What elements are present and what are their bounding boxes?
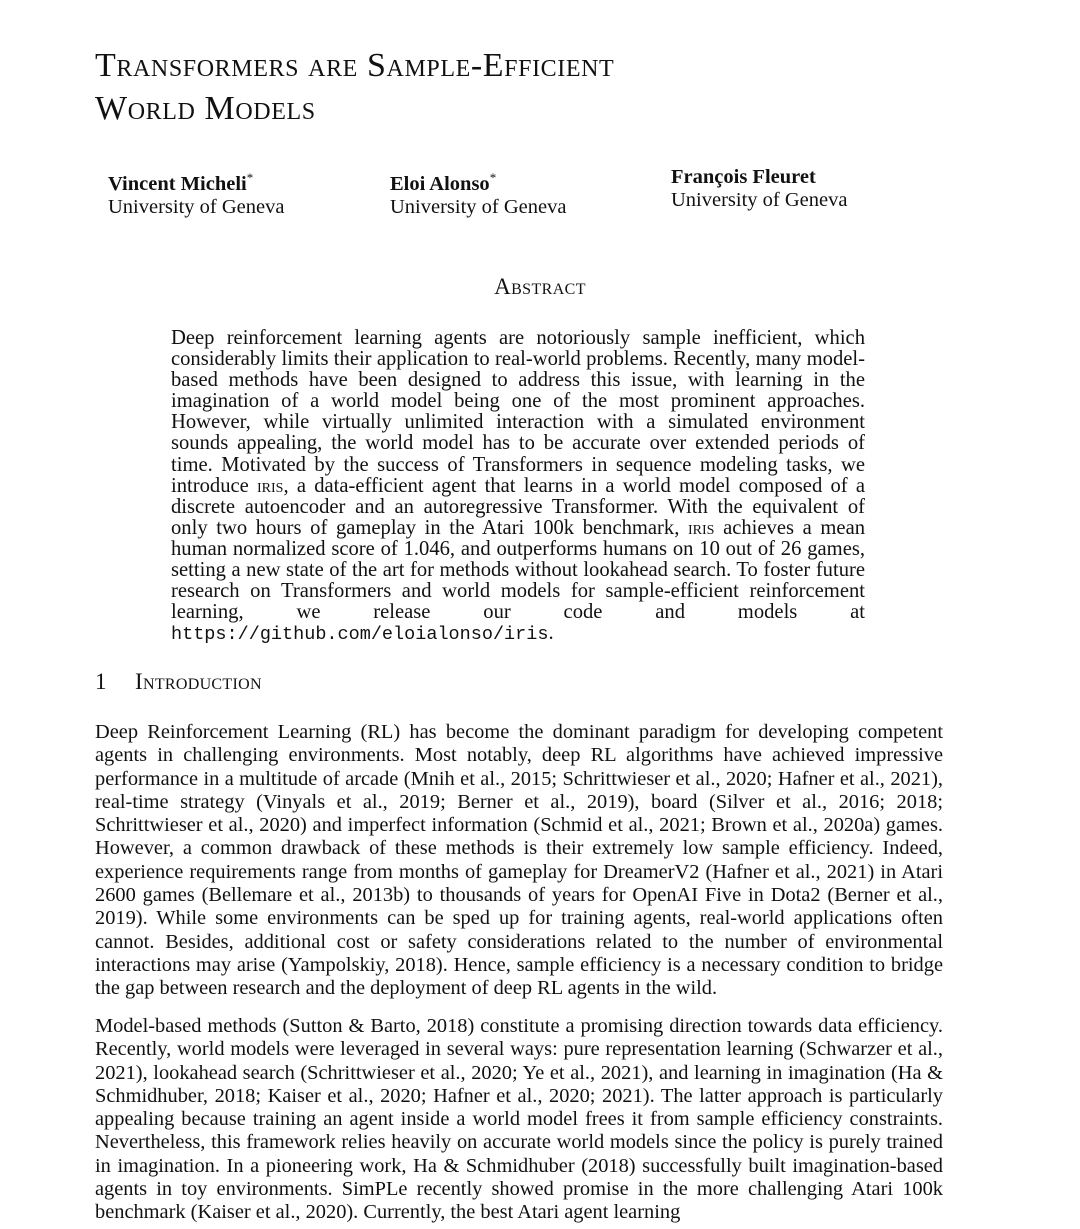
author-affiliation: University of Geneva — [108, 195, 285, 218]
intro-paragraph-2: Model-based methods (Sutton & Barto, 2018) constitute a promising direction towards data efficiency. Recently, world models were leveraged in several ways: pure representation learning (Schwarzer et al., 2021), lookahead search (Schrittwieser et al., 2020; Ye et al., 2021), and learning in imagination (Ha & Schmidhuber, 2018; Kaiser et al., 2020; Hafner et al., 2020; 2021). The latter approach is particularly appealing because training an agent inside a world model frees it from sample efficiency constraints. Nevertheless, this framework relies heavily on accurate world models since the policy is purely trained in imagination. In a pioneering work, Ha & Schmidhuber (2018) successfully built imagination-based agents in toy environments. SimPLe recently showed promise in the more challenging Atari 100k benchmark (Kaiser et al., 2020). Currently, the best Atari agent learning — [95, 1015, 943, 1224]
section-number: 1 — [95, 669, 107, 694]
author-block — [671, 166, 847, 212]
intro-paragraph-1: Deep Reinforcement Learning (RL) has become the dominant paradigm for developing competent agents in challenging environments. Most notably, deep RL algorithms have achieved impressive performance in a multitude of arcade (Mnih et al., 2015; Schrittwieser et al., 2020; Hafner et al., 2021), real-time strategy (Vinyals et al., 2019; Berner et al., 2019), board (Silver et al., 2016; 2018; Schrittwieser et al., 2020) and imperfect information (Schmid et al., 2021; Brown et al., 2020a) games. However, a common drawback of these methods is their extremely low sample efficiency. Indeed, experience requirements range from months of gameplay for DreamerV2 (Hafner et al., 2021) in Atari 2600 games (Bellemare et al., 2013b) to thousands of years for OpenAI Five in Dota2 (Berner et al., 2019). While some environments can be sped up for training agents, real-world applications often cannot. Besides, additional cost or safety considerations related to the number of environmental interactions may arise (Yampolskiy, 2018). Hence, sample efficiency is a necessary condition to bridge the gap between research and the deployment of deep RL agents in the wild. — [95, 721, 943, 1000]
iris-name: iris — [688, 516, 715, 539]
code-url-link[interactable]: https://github.com/eloialonso/iris — [171, 624, 549, 646]
author-name: François Fleuret — [671, 166, 816, 188]
paper-title — [95, 44, 895, 130]
equal-contribution-mark: * — [489, 170, 497, 185]
author-name: Eloi Alonso* — [390, 170, 497, 195]
author-affiliation: University of Geneva — [390, 195, 567, 218]
author-name: Vincent Micheli* — [108, 170, 254, 195]
abstract-heading: Abstract — [494, 274, 586, 299]
equal-contribution-mark: * — [246, 170, 254, 185]
section-title: Introduction — [135, 669, 262, 694]
iris-name: iris — [257, 474, 284, 497]
author-list — [0, 166, 1080, 216]
paper-title-line-1: Transformers are Sample-Efficient — [95, 47, 615, 84]
author-affiliation: University of Geneva — [671, 189, 848, 211]
author-block — [390, 166, 566, 219]
section-heading-introduction — [95, 669, 262, 695]
paper-title-line-2: World Models — [95, 90, 316, 127]
author-block — [108, 166, 284, 219]
abstract-text: Deep reinforcement learning agents are notoriously sample inefficient, which considerably limits their application to real-world problems. Recently, many model-based methods have been designed to address this issue, with learning in the imagination of a world model being one of the most prominent approaches. However, while virtually unlimited interaction with a simulated environment sounds appealing, the world model has to be accurate over extended periods of time. Motivated by the success of Transformers in sequence modeling tasks, we introduce iris, a data-efficient agent that learns in a world model composed of a discrete autoencoder and an autoregressive Transformer. With the equivalent of only two hours of gameplay in the Atari 100k benchmark, iris achieves a mean human normalized score of 1.046, and outperforms humans on 10 out of 26 games, setting a new state of the art for methods without lookahead search. To foster future research on Transformers and world models for sample-efficient reinforcement learning, we release our code and models at https://github.com/eloialonso/iris. — [171, 327, 866, 646]
